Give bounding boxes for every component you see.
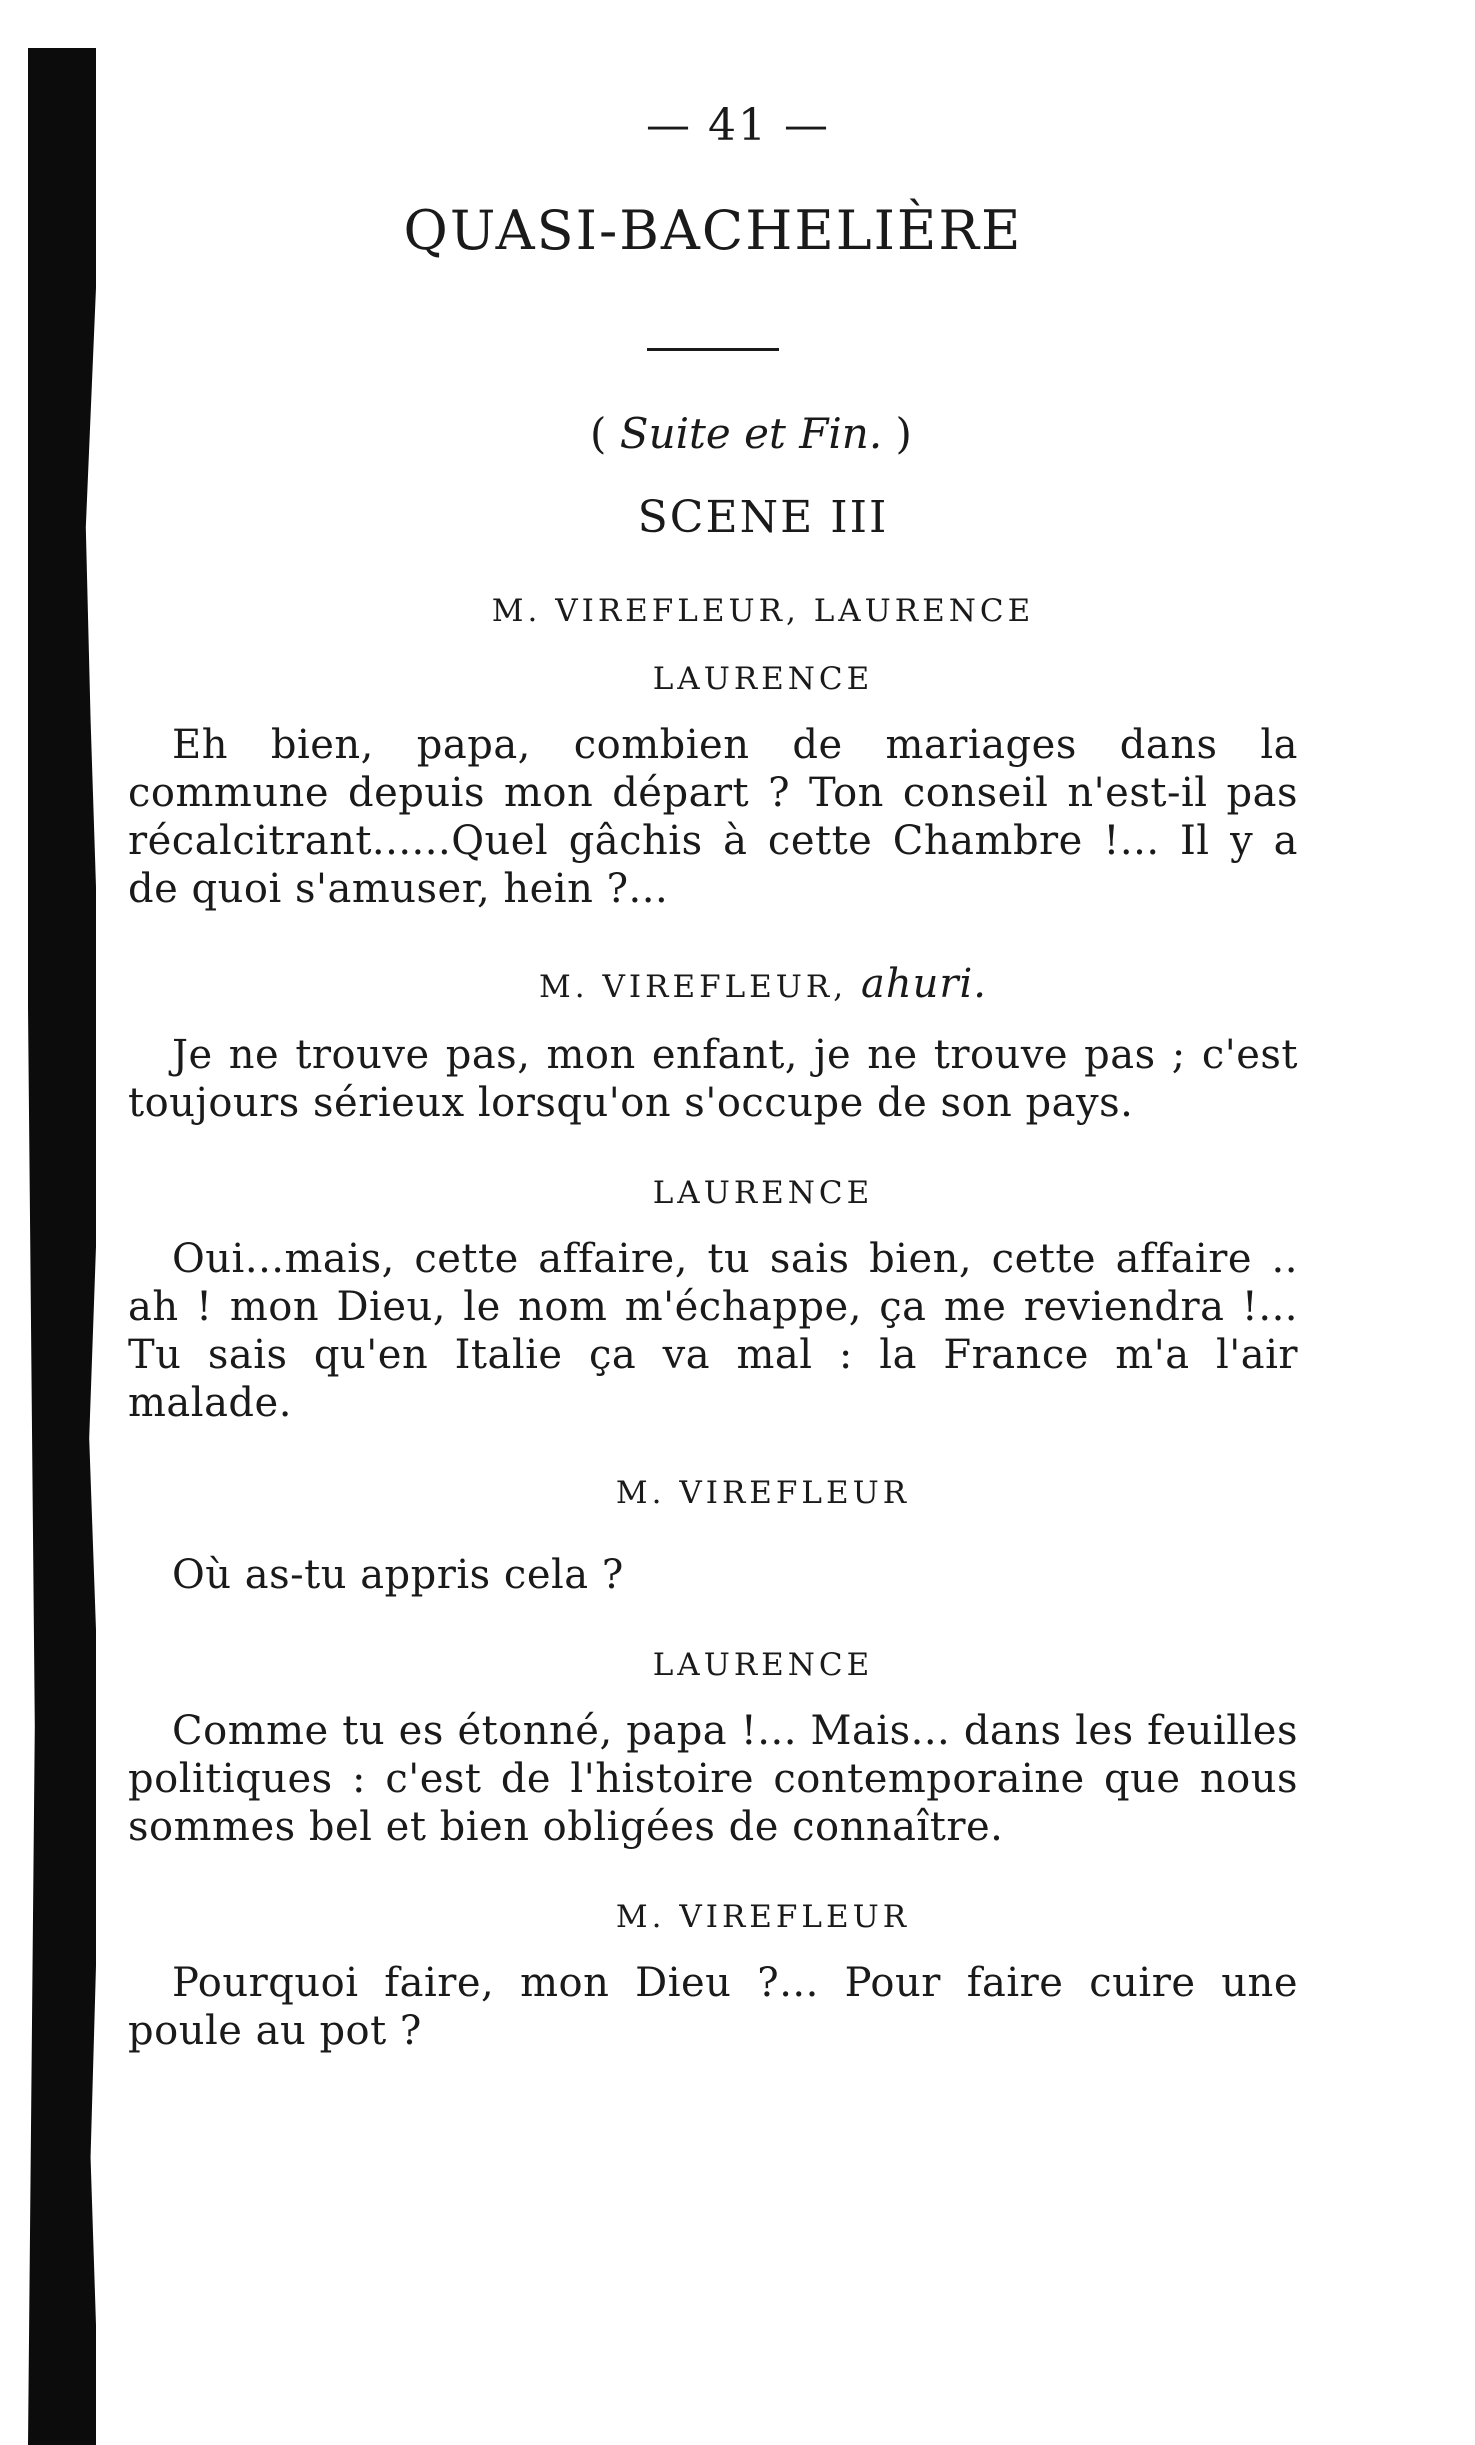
stage-direction: ahuri. (860, 961, 987, 1007)
scene-heading: SCENE III (637, 492, 889, 543)
speaker-label: LAURENCE (652, 1647, 874, 1683)
continuation-text: Suite et Fin. (619, 409, 883, 458)
speaker-label: M. VIREFLEUR (615, 1475, 911, 1511)
speaker-name (228, 1647, 1298, 1683)
title-rule (647, 348, 779, 351)
continuation-close: ) (882, 409, 912, 458)
speaker-name (228, 661, 1298, 697)
speech-paragraph: Comme tu es étonné, papa !... Mais... dans les feuilles politiques : c'est de l'histoire contemporaine que nous sommes bel et bien obligées de connaître. (128, 1708, 1298, 1850)
scene-characters: M. VIREFLEUR, LAURENCE (491, 593, 1035, 629)
speaker-name (228, 961, 1298, 1007)
speech-paragraph: Pourquoi faire, mon Dieu ?... Pour faire cuire une poule au pot ? (128, 1960, 1298, 2054)
play-title: QUASI-BACHELIÈRE (403, 199, 1023, 262)
document-page (128, 100, 1298, 2095)
speech-paragraph: Oui...mais, cette affaire, tu sais bien, cette affaire .. ah ! mon Dieu, le nom m'échappe, ça me reviendra !... Tu sais qu'en Italie ça va mal : la France m'a l'air malade. (128, 1236, 1298, 1426)
speech-paragraph: Eh bien, papa, combien de mariages dans la commune depuis mon départ ? Ton conseil n'est-il pas récalcitrant......Quel gâchis à cette Chambre !... Il y a de quoi s'amuser, hein ?... (128, 722, 1298, 912)
speaker-name (228, 1175, 1298, 1211)
page-number: — 41 — (646, 100, 830, 151)
speech-paragraph: Où as-tu appris cela ? (172, 1552, 624, 1598)
speaker-label: M. VIREFLEUR (615, 1899, 911, 1935)
speaker-label: M. VIREFLEUR, (539, 969, 848, 1005)
speaker-name (228, 1475, 1298, 1511)
speaker-label: LAURENCE (652, 1175, 874, 1211)
speaker-name (228, 1899, 1298, 1935)
binding-edge (28, 48, 96, 2445)
continuation-note (204, 409, 1298, 458)
speech-paragraph: Je ne trouve pas, mon enfant, je ne trouve pas ; c'est toujours sérieux lorsqu'on s'occupe de son pays. (128, 1032, 1298, 1126)
continuation-open: ( (590, 409, 620, 458)
speaker-label: LAURENCE (652, 661, 874, 697)
